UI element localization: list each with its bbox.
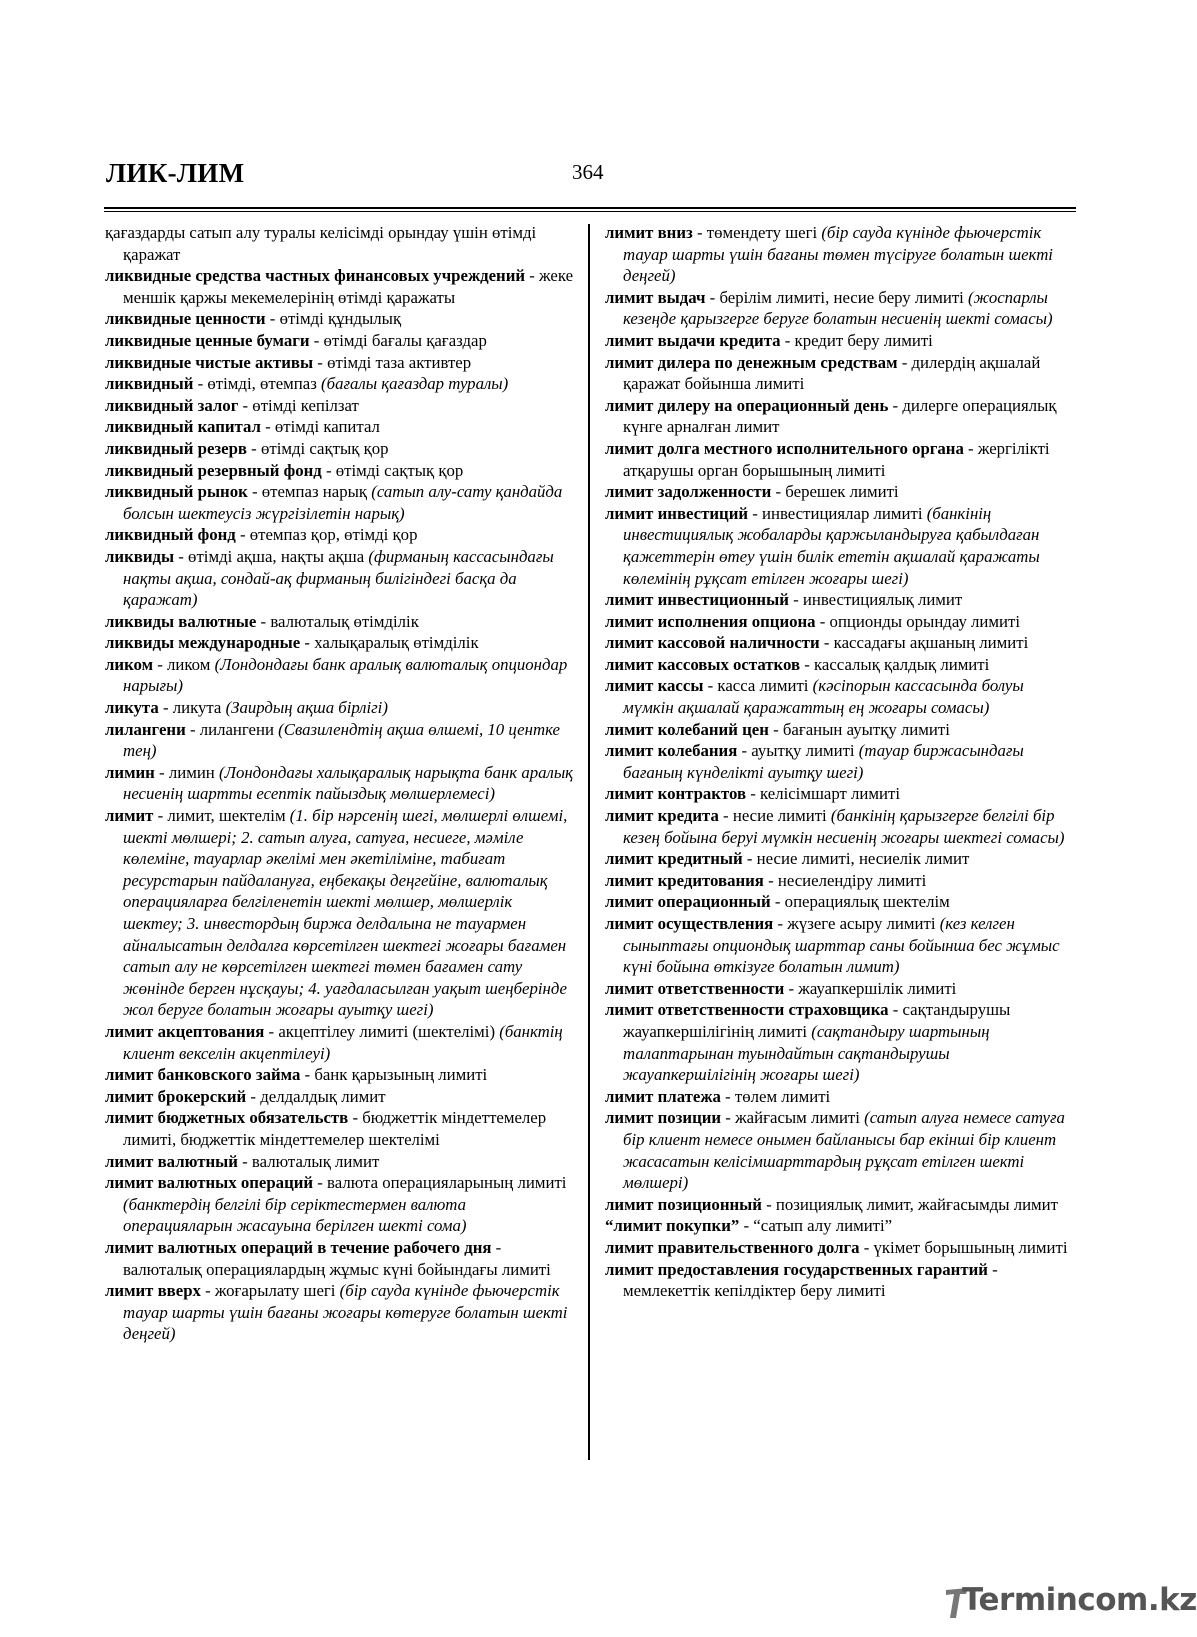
dictionary-entry	[605, 999, 1075, 1085]
entry-translation: - кассадағы ақшаның лимиті	[819, 633, 1029, 653]
entry-headword: лимит кассы	[605, 676, 704, 696]
dictionary-entry	[105, 481, 575, 524]
entry-translation: - валюталық өтімділік	[256, 611, 419, 631]
entry-translation: - өтемпаз қор, өтімді қор	[235, 525, 418, 545]
entry-translation: - касса лимиті	[703, 676, 813, 696]
dictionary-entry	[605, 891, 1075, 913]
entry-headword: лимит операционный	[605, 892, 771, 912]
running-head: ЛИК-ЛИМ	[106, 158, 245, 188]
entry-headword: лимит задолженности	[605, 482, 772, 502]
dictionary-entry	[105, 308, 575, 330]
entry-translation: - өтемпаз нарық	[247, 482, 372, 502]
entry-note: (сатып алуға немесе сатуға бір клиент немесе онымен байланысы бар екінші бір клиент жасасатын келісімшарттардың рұқсат етілген шекті мөлшері)	[623, 1108, 1065, 1193]
dictionary-entry	[105, 654, 575, 697]
entry-headword: лимит кассовых остатков	[605, 654, 801, 674]
entry-note: (сатып алу-сату қандайда болсын шектеусіз жүргізілетін нарық)	[123, 482, 563, 523]
entry-translation: - ауытқу лимиті	[737, 741, 859, 761]
entry-note: (фирманың кассасындағы нақты ақша, сондай-ақ фирманың билігіндегі басқа да қаражат)	[123, 546, 554, 610]
entry-translation: - өтімді, өтемпаз	[193, 374, 322, 394]
entry-translation: - төлем лимиті	[720, 1086, 831, 1106]
entry-note: (Лондондағы халықаралық нарықта банк аралық несиенің шартты есептік пайыздық мөлшерлемесі)	[123, 762, 574, 804]
dictionary-entry	[605, 870, 1075, 892]
entry-headword: “лимит покупки”	[605, 1216, 740, 1236]
entry-translation: - берешек лимиті	[771, 482, 899, 502]
entry-headword: лимит долга местного исполнительного органа	[605, 438, 964, 458]
entry-headword: лимит валютных операций	[105, 1173, 314, 1193]
entry-headword: ликвидный резервный фонд	[105, 460, 322, 480]
entry-note: (Заирдың ақша бірлігі)	[225, 698, 388, 718]
entry-translation: - жайғасым лимиті	[721, 1108, 865, 1128]
left-column	[105, 222, 578, 1345]
dictionary-entry	[105, 524, 575, 546]
entry-translation: - валюта операцияларының лимиті	[313, 1173, 571, 1193]
entry-translation: - өтімді таза активтер	[313, 352, 472, 372]
entry-translation: - халықаралық өтімділік	[300, 633, 479, 653]
entry-translation: - төмендету шегі	[692, 223, 822, 242]
entry-translation: - делдалдық лимит	[246, 1086, 386, 1106]
entry-headword: ликвидные чистые активы	[105, 352, 314, 372]
entry-headword: ликвидный	[105, 374, 194, 394]
dictionary-entry	[105, 222, 575, 265]
entry-translation: - өтімді сақтық қор	[321, 460, 464, 480]
entry-translation: - дилердің ақшалай қаражат бойынша лимиті	[623, 352, 1045, 394]
entry-translation: - жеке меншік қаржы мекемелерінің өтімді қаражаты	[123, 266, 578, 307]
dictionary-entry	[105, 373, 575, 395]
entry-headword: лимит инвестиций	[605, 503, 749, 523]
dictionary-entry	[105, 546, 575, 611]
dictionary-entry	[105, 395, 575, 417]
entry-translation: - инвестициялар лимиті	[748, 503, 927, 523]
entry-translation: - сақтандырушы жауапкершілігінің лимиті	[623, 1000, 1015, 1041]
entry-headword: ликвидный капитал	[105, 417, 261, 437]
entry-headword: лимит валютный	[105, 1151, 238, 1171]
entry-note: (бағалы қағаздар туралы)	[321, 374, 509, 394]
entry-note: (банкінің инвестициялық жобаларды қаржыландыруға қабылдаған қажеттерін өтеу үшін билік ететін ақшалай қаражаты көлемінің рұқсат етілген жоғары шегі)	[623, 503, 1040, 588]
entry-note: (1. бір нәрсенің шегі, мөлшерлі өлшемі, шекті мөлшері; 2. сатып алуға, сатуға, несиеге, мәміле көлеміне, тауарлар әкелімі мен әкетіліміне, табиғат ресурстарын пайдалануға, еңбекақы деңгейіне, валюталық операцияларға белгіленетін шекті мөлшер, мөлшерлік шектеу; 3. инвестордың биржа делдалына не тауармен айналысатын делдалға көрсетілген шектегі жоғары бағамен сатып алу не көрсетілген шектегі төмен бағамен сату жөнінде берген нұсқауы; 4. уағдаласылған уақыт шеңберінде жол беруге болатын жоғары ауытқу шегі)	[123, 806, 568, 1020]
dictionary-entry	[105, 1151, 575, 1173]
entry-translation: қағаздарды сатып алу туралы келісімді орындау үшін өтімді қаражат	[105, 223, 541, 264]
dictionary-entry	[105, 1021, 575, 1064]
dictionary-entry	[605, 481, 1075, 503]
entry-headword: лимит выдач	[605, 287, 706, 307]
entry-note: (бір сауда күнінде фьючерстік тауар шарты үшін бағаны төмен түсіруге болатын шекті деңгей)	[623, 223, 1053, 286]
entry-translation: - валюталық операциялардың жұмыс күні бойындағы лимиті	[123, 1237, 551, 1279]
entry-note: (бір сауда күнінде фьючерстік тауар шарты үшін бағаны жоғары көтеруге болатын шекті деңгей)	[123, 1281, 568, 1344]
dictionary-entry	[605, 438, 1075, 481]
entry-translation: - лимин	[154, 762, 219, 782]
dictionary-entry	[605, 632, 1075, 654]
dictionary-entry	[105, 416, 575, 438]
entry-note: (банкінің қарызгерге белгілі бір кезең бойына беруі мүмкін несиенің жоғары шектегі сомасы)	[623, 806, 1065, 847]
dictionary-entry	[105, 1107, 575, 1150]
dictionary-entry	[605, 395, 1075, 438]
dictionary-entry	[605, 352, 1075, 395]
watermark-logo	[944, 1582, 1197, 1622]
entry-translation: - өтімді сақтық қор	[246, 438, 389, 458]
entry-translation: - кассалық қалдық лимиті	[800, 654, 990, 674]
entry-note: (жоспарлы кезеңде қарызгерге беруге болатын несиенің шекті сомасы)	[623, 287, 1053, 329]
dictionary-entry	[605, 287, 1075, 330]
entry-translation: - жоғарылату шегі	[200, 1281, 340, 1301]
entry-headword: ликвидный фонд	[105, 525, 236, 545]
entry-headword: ликвиды валютные	[105, 611, 257, 631]
entry-headword: лимит банковского займа	[105, 1065, 301, 1085]
dictionary-entry	[605, 848, 1075, 870]
dictionary-entry	[105, 1086, 575, 1108]
entry-headword: лимит вниз	[605, 223, 693, 242]
dictionary-entry	[105, 438, 575, 460]
entry-headword: лимит валютных операций в течение рабочего дня	[105, 1237, 492, 1257]
entry-headword: лимит ответственности страховщика	[605, 1000, 889, 1020]
entry-headword: лимит правительственного долга	[605, 1237, 860, 1257]
entry-translation: - мемлекеттік кепілдіктер беру лимиті	[623, 1259, 1002, 1301]
entry-translation: - үкімет борышының лимиті	[859, 1237, 1068, 1257]
dictionary-entry	[605, 978, 1075, 1000]
entry-headword: лимит позиции	[605, 1108, 722, 1128]
dictionary-entry	[105, 611, 575, 633]
dictionary-entry	[105, 1064, 575, 1086]
page-number: 364	[572, 160, 604, 184]
entry-headword: лимит колебаний цен	[605, 719, 769, 739]
entry-translation: - жергілікті атқарушы орган борышының лимиті	[623, 438, 1054, 480]
header-rule-thin	[104, 211, 1076, 212]
entry-headword: лимит дилера по денежным средствам	[605, 352, 898, 372]
dictionary-entry	[605, 783, 1075, 805]
entry-translation: - акцептілеу лимиті (шектелімі)	[264, 1021, 500, 1041]
dictionary-entry	[105, 460, 575, 482]
entry-headword: ликвидный рынок	[105, 482, 248, 502]
dictionary-entry	[605, 913, 1075, 978]
entry-translation: - өтімді құндылық	[265, 309, 402, 329]
entry-translation: - валюталық лимит	[237, 1151, 380, 1171]
entry-headword: лимит платежа	[605, 1086, 721, 1106]
entry-translation: - лимит, шектелім	[153, 806, 290, 826]
entry-headword: лимит акцептования	[105, 1021, 265, 1041]
entry-headword: лимит инвестиционный	[605, 590, 789, 610]
entry-headword: ликвиды международные	[105, 633, 301, 653]
entry-translation: - бағанын ауытқу лимиті	[768, 719, 950, 739]
dictionary-entry	[605, 805, 1075, 848]
entry-headword: ликвидные средства частных финансовых учреждений	[105, 266, 526, 286]
entry-headword: лимит позиционный	[605, 1194, 762, 1214]
column-divider	[588, 224, 590, 1460]
entry-headword: ликвиды	[105, 546, 175, 566]
entry-translation: - кредит беру лимиті	[780, 330, 933, 350]
entry-translation: - инвестициялық лимит	[788, 590, 963, 610]
entry-headword: ликвидные ценные бумаги	[105, 330, 310, 350]
entry-headword: лимит контрактов	[605, 784, 747, 804]
dictionary-entry	[605, 222, 1075, 287]
entry-translation: - позициялық лимит, жайғасымды лимит	[761, 1194, 1058, 1214]
entry-note: (Свазилендтің ақша өлшемі, 10 центке тең)	[123, 719, 560, 761]
entry-headword: лимит дилеру на операционный день	[605, 395, 889, 415]
dictionary-entry	[605, 611, 1075, 633]
entry-headword: лимин	[105, 762, 155, 782]
dictionary-entry	[105, 1237, 575, 1280]
entry-translation: - келісімшарт лимиті	[746, 784, 900, 804]
entry-headword: лимит выдачи кредита	[605, 330, 781, 350]
entry-translation: - операциялық шектелім	[770, 892, 950, 912]
right-column	[605, 222, 1075, 1302]
dictionary-entry	[105, 1280, 575, 1345]
dictionary-entry	[605, 675, 1075, 718]
entry-note: (банктің клиент векселін акцептілеуі)	[123, 1021, 563, 1063]
dictionary-entry	[105, 1172, 575, 1237]
entry-headword: ликвидный залог	[105, 395, 239, 415]
entry-headword: лимит исполнения опциона	[605, 611, 816, 631]
dictionary-entry	[105, 805, 575, 1021]
entry-headword: лимит	[105, 806, 154, 826]
entry-translation: - банк қарызының лимиті	[300, 1065, 488, 1085]
entry-note: (кез келген сыныптағы опциондық шарттар саны бойынша бес жұмыс күні бойына өткізуге болатын лимит)	[623, 914, 1060, 977]
entry-translation: - берілім лимиті, несие беру лимиті	[705, 287, 969, 307]
entry-translation: - опционды орындау лимиті	[815, 611, 1020, 631]
entry-note: (тауар биржасындағы бағаның күнделікті ауытқу шегі)	[623, 741, 1024, 782]
entry-translation: - өтімді кепілзат	[238, 395, 359, 415]
entry-headword: ликвидный резерв	[105, 438, 247, 458]
dictionary-entry	[105, 352, 575, 374]
entry-headword: лимит кредита	[605, 806, 719, 826]
entry-headword: ликвидные ценности	[105, 309, 266, 329]
dictionary-entry	[605, 1194, 1075, 1216]
watermark-text: Termincom.kz	[962, 1582, 1197, 1618]
entry-headword: лимит ответственности	[605, 978, 785, 998]
entry-translation: - жүзеге асыру лимиті	[773, 914, 940, 933]
dictionary-entry	[605, 589, 1075, 611]
entry-headword: лимит кредитования	[605, 870, 764, 890]
dictionary-entry	[605, 740, 1075, 783]
entry-headword: лилангени	[105, 719, 186, 739]
dictionary-entry	[105, 265, 578, 308]
entry-note: (Лондондағы банк аралық валюталық опциондар нарығы)	[123, 654, 568, 696]
entry-headword: лимит кассовой наличности	[605, 633, 820, 653]
dictionary-entry	[605, 330, 1075, 352]
header-rule	[104, 207, 1076, 209]
entry-headword: лимит бюджетных обязательств	[105, 1108, 349, 1128]
entry-translation: - ликута	[158, 698, 226, 718]
entry-translation: - бюджеттік міндеттемелер лимиті, бюджеттік міндеттемелер шектелімі	[123, 1108, 551, 1149]
dictionary-entry	[605, 719, 1075, 741]
entry-translation: - несие лимиті	[718, 806, 831, 826]
dictionary-entry	[605, 1086, 1075, 1108]
entry-note: (кәсіпорын кассасында болуы мүмкін ақшалай қаражаттың ең жоғары сомасы)	[623, 676, 1024, 718]
dictionary-entry	[605, 1215, 1075, 1237]
entry-headword: лимит брокерский	[105, 1086, 247, 1106]
dictionary-entry	[605, 1259, 1075, 1302]
entry-translation: - өтімді бағалы қағаздар	[309, 330, 487, 350]
dictionary-entry	[105, 762, 575, 805]
entry-headword: лимит предоставления государственных гарантий	[605, 1259, 988, 1279]
dictionary-entry	[605, 503, 1075, 589]
dictionary-entry	[605, 1107, 1075, 1193]
entry-headword: ликом	[105, 654, 154, 674]
dictionary-entry	[105, 632, 575, 654]
entry-translation: - жауапкершілік лимиті	[784, 978, 957, 998]
entry-headword: лимит кредитный	[605, 849, 743, 869]
entry-translation: - лилангени	[185, 719, 279, 739]
entry-headword: лимит осуществления	[605, 914, 774, 933]
dictionary-entry	[105, 697, 575, 719]
dictionary-entry	[605, 654, 1075, 676]
entry-translation: - дилерге операциялық күнге арналған лимит	[623, 395, 1061, 437]
entry-note: (банктердің белгілі бір серіктестермен валюта операцияларын жасауына берілген шекті сома)	[123, 1194, 467, 1236]
entry-note: (сақтандыру шартының талаптарынан туындайтын сақтандырушы жауапкершілігінің жоғары шегі)	[623, 1021, 990, 1085]
entry-translation: - өтімді капитал	[260, 417, 380, 437]
entry-translation: - ликом	[153, 654, 215, 674]
entry-translation: - несие лимиті, несиелік лимит	[742, 849, 970, 869]
dictionary-entry	[105, 719, 575, 762]
entry-translation: - “сатып алу лимиті”	[739, 1216, 893, 1236]
entry-headword: ликута	[105, 698, 159, 718]
entry-headword: лимит вверх	[105, 1281, 201, 1301]
dictionary-entry	[105, 330, 575, 352]
entry-headword: лимит колебания	[605, 741, 738, 761]
entry-translation: - несиелендіру лимиті	[763, 870, 927, 890]
entry-translation: - өтімді ақша, нақты ақша	[174, 546, 369, 566]
dictionary-entry	[605, 1237, 1075, 1259]
